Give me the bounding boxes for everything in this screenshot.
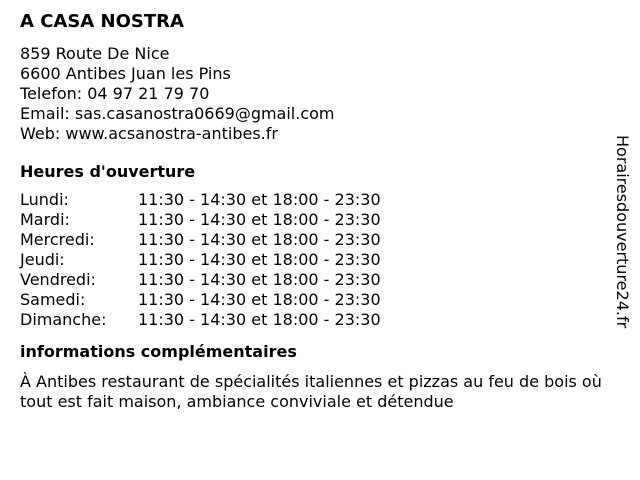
day-hours: 11:30 - 14:30 et 18:00 - 23:30	[138, 210, 381, 229]
day-hours: 11:30 - 14:30 et 18:00 - 23:30	[138, 250, 381, 269]
hours-row-thursday	[20, 250, 605, 270]
hours-row-sunday	[20, 310, 605, 330]
hours-row-saturday	[20, 290, 605, 310]
day-label: Dimanche:	[20, 310, 107, 329]
day-label: Jeudi:	[20, 250, 65, 269]
hours-row-monday	[20, 190, 605, 210]
business-name: A CASA NOSTRA	[20, 11, 184, 32]
address-line-2: 6600 Antibes Juan les Pins	[20, 64, 231, 83]
day-hours: 11:30 - 14:30 et 18:00 - 23:30	[138, 290, 381, 309]
day-label: Mercredi:	[20, 230, 95, 249]
info-description: À Antibes restaurant de spécialités italiennes et pizzas au feu de bois où tout est fait maison, ambiance conviviale et détendue	[20, 372, 602, 411]
address-line-1: 859 Route De Nice	[20, 44, 170, 63]
info-heading: informations complémentaires	[20, 342, 297, 361]
day-label: Vendredi:	[20, 270, 96, 289]
day-hours: 11:30 - 14:30 et 18:00 - 23:30	[138, 190, 381, 209]
day-label: Mardi:	[20, 210, 70, 229]
business-card	[20, 10, 605, 412]
side-brand-watermark: Horairesdouverture24.fr	[613, 135, 632, 329]
hours-row-friday	[20, 270, 605, 290]
hours-table	[20, 190, 605, 330]
email-line: Email: sas.casanostra0669@gmail.com	[20, 104, 335, 123]
day-hours: 11:30 - 14:30 et 18:00 - 23:30	[138, 230, 381, 249]
day-hours: 11:30 - 14:30 et 18:00 - 23:30	[138, 270, 381, 289]
day-label: Lundi:	[20, 190, 69, 209]
hours-row-wednesday	[20, 230, 605, 250]
day-hours: 11:30 - 14:30 et 18:00 - 23:30	[138, 310, 381, 329]
phone-line: Telefon: 04 97 21 79 70	[20, 84, 210, 103]
hours-heading: Heures d'ouverture	[20, 162, 196, 181]
contact-block	[20, 44, 605, 144]
web-line: Web: www.acsanostra-antibes.fr	[20, 124, 278, 143]
day-label: Samedi:	[20, 290, 86, 309]
hours-row-tuesday	[20, 210, 605, 230]
